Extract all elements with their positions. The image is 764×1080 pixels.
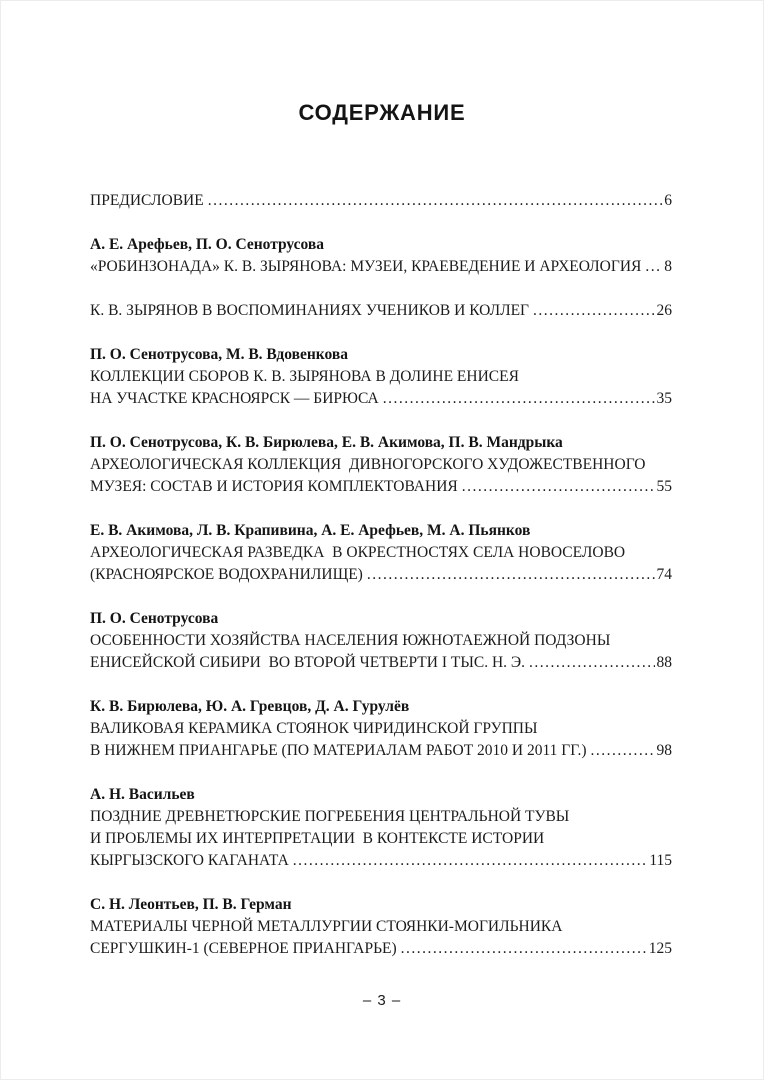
toc-entry-title-line: АРХЕОЛОГИЧЕСКАЯ РАЗВЕДКА В ОКРЕСТНОСТЯХ СЕЛА НОВОСЕЛОВО (90, 544, 626, 561)
toc-entry-title-text: В НИЖНЕМ ПРИАНГАРЬЕ (ПО МАТЕРИАЛАМ РАБОТ 2010 И 2011 ГГ.) (90, 742, 587, 759)
toc-entry-page-number: 115 (649, 852, 672, 869)
toc-entry-title-line: АРХЕОЛОГИЧЕСКАЯ КОЛЛЕКЦИЯ ДИВНОГОРСКОГО ХУДОЖЕСТВЕННОГО (90, 456, 646, 473)
page-title: СОДЕРЖАНИЕ (298, 100, 466, 125)
toc-entry-title-line (90, 850, 672, 872)
toc-entry-page-number: 74 (656, 566, 672, 583)
toc-entry (90, 894, 672, 960)
page-number-footer: – 3 – (362, 992, 402, 1009)
toc-entry-title (90, 630, 672, 674)
toc-entry-title-line: МАТЕРИАЛЫ ЧЕРНОЙ МЕТАЛЛУРГИИ СТОЯНКИ-МОГИЛЬНИКА (90, 918, 563, 935)
toc-entry-authors: Е. В. Акимова, Л. В. Крапивина, А. Е. Арефьев, М. А. Пьянков (90, 522, 531, 539)
toc-entry-title (90, 806, 672, 872)
toc-entry-title-line (90, 300, 672, 322)
toc-entry-title-line (90, 476, 672, 498)
toc-entry (90, 344, 672, 410)
dot-leader (645, 256, 662, 278)
toc-entry-title-text: «РОБИНЗОНАДА» К. В. ЗЫРЯНОВА: МУЗЕИ, КРАЕВЕДЕНИЕ И АРХЕОЛОГИЯ (90, 258, 642, 275)
toc-entry-page-number: 55 (656, 478, 672, 495)
toc-entry-title-line (90, 740, 672, 762)
toc-entry-title-text: НА УЧАСТКЕ КРАСНОЯРСК — БИРЮСА (90, 390, 379, 407)
toc-entry-title-line: ПОЗДНИЕ ДРЕВНЕТЮРСКИЕ ПОГРЕБЕНИЯ ЦЕНТРАЛЬНОЙ ТУВЫ (90, 808, 570, 825)
toc-entry-title-line: ОСОБЕННОСТИ ХОЗЯЙСТВА НАСЕЛЕНИЯ ЮЖНОТАЕЖНОЙ ПОДЗОНЫ (90, 632, 611, 649)
toc-entry-title-line (90, 938, 672, 960)
toc-entry (90, 190, 672, 212)
toc-entry-title (90, 366, 672, 410)
dot-leader (591, 740, 655, 762)
dot-leader (533, 300, 654, 322)
toc-entry-title-line: КОЛЛЕКЦИИ СБОРОВ К. В. ЗЫРЯНОВА В ДОЛИНЕ ЕНИСЕЯ (90, 368, 519, 385)
toc-entry (90, 234, 672, 278)
toc-entry-authors: П. О. Сенотрусова, М. В. Вдовенкова (90, 346, 348, 363)
dot-leader (401, 938, 647, 960)
toc-entry-authors: П. О. Сенотрусова, К. В. Бирюлева, Е. В. Акимова, П. В. Мандрыка (90, 434, 563, 451)
toc-entry-page-number: 98 (656, 742, 672, 759)
toc-entry-title-line (90, 388, 672, 410)
dot-leader (462, 476, 655, 498)
toc-entry-title (90, 256, 672, 278)
dot-leader (293, 850, 648, 872)
toc-entry-authors: К. В. Бирюлева, Ю. А. Гревцов, Д. А. Гурулёв (90, 698, 410, 715)
toc-entry-authors: А. Е. Арефьев, П. О. Сенотрусова (90, 236, 325, 253)
toc-list (90, 190, 672, 982)
toc-entry (90, 784, 672, 872)
toc-entry-title-line (90, 564, 672, 586)
toc-entry-title (90, 300, 672, 322)
toc-entry-authors: А. Н. Васильев (90, 786, 195, 803)
toc-entry-title-text: МУЗЕЯ: СОСТАВ И ИСТОРИЯ КОМПЛЕКТОВАНИЯ (90, 478, 458, 495)
toc-entry (90, 432, 672, 498)
toc-entry-title-text: ЕНИСЕЙСКОЙ СИБИРИ ВО ВТОРОЙ ЧЕТВЕРТИ I ТЫС. Н. Э. (90, 654, 525, 671)
toc-entry-title-text: КЫРГЫЗСКОГО КАГАНАТА (90, 852, 289, 869)
toc-entry-title (90, 718, 672, 762)
toc-entry-page-number: 35 (656, 390, 672, 407)
dot-leader (367, 564, 655, 586)
dot-leader (383, 388, 655, 410)
toc-entry-title-line: И ПРОБЛЕМЫ ИХ ИНТЕРПРЕТАЦИИ В КОНТЕКСТЕ ИСТОРИИ (90, 830, 545, 847)
toc-entry-title-text: СЕРГУШКИН-1 (СЕВЕРНОЕ ПРИАНГАРЬЕ) (90, 940, 397, 957)
toc-entry-title-line (90, 652, 672, 674)
toc-entry-page-number: 6 (664, 192, 672, 209)
dot-leader (529, 652, 655, 674)
toc-entry-title (90, 542, 672, 586)
toc-entry-authors: П. О. Сенотрусова (90, 610, 219, 627)
toc-entry-page-number: 88 (656, 654, 672, 671)
toc-entry-title (90, 916, 672, 960)
toc-entry-authors: С. Н. Леонтьев, П. В. Герман (90, 896, 292, 913)
toc-entry-title-line: ВАЛИКОВАЯ КЕРАМИКА СТОЯНОК ЧИРИДИНСКОЙ ГРУППЫ (90, 720, 538, 737)
toc-entry-title (90, 454, 672, 498)
toc-entry-page-number: 8 (664, 258, 672, 275)
toc-entry (90, 608, 672, 674)
toc-entry-title-line (90, 256, 672, 278)
toc-entry-title-text: (КРАСНОЯРСКОЕ ВОДОХРАНИЛИЩЕ) (90, 566, 363, 583)
toc-entry-title (90, 190, 672, 212)
toc-entry-page-number: 125 (648, 940, 672, 957)
toc-entry-title-line (90, 190, 672, 212)
toc-entry-page-number: 26 (656, 302, 672, 319)
toc-entry-title-text: К. В. ЗЫРЯНОВ В ВОСПОМИНАНИЯХ УЧЕНИКОВ И КОЛЛЕГ (90, 302, 530, 319)
toc-entry (90, 696, 672, 762)
dot-leader (208, 190, 663, 212)
toc-entry (90, 300, 672, 322)
toc-entry-title-text: ПРЕДИСЛОВИЕ (90, 192, 204, 209)
toc-entry (90, 520, 672, 586)
